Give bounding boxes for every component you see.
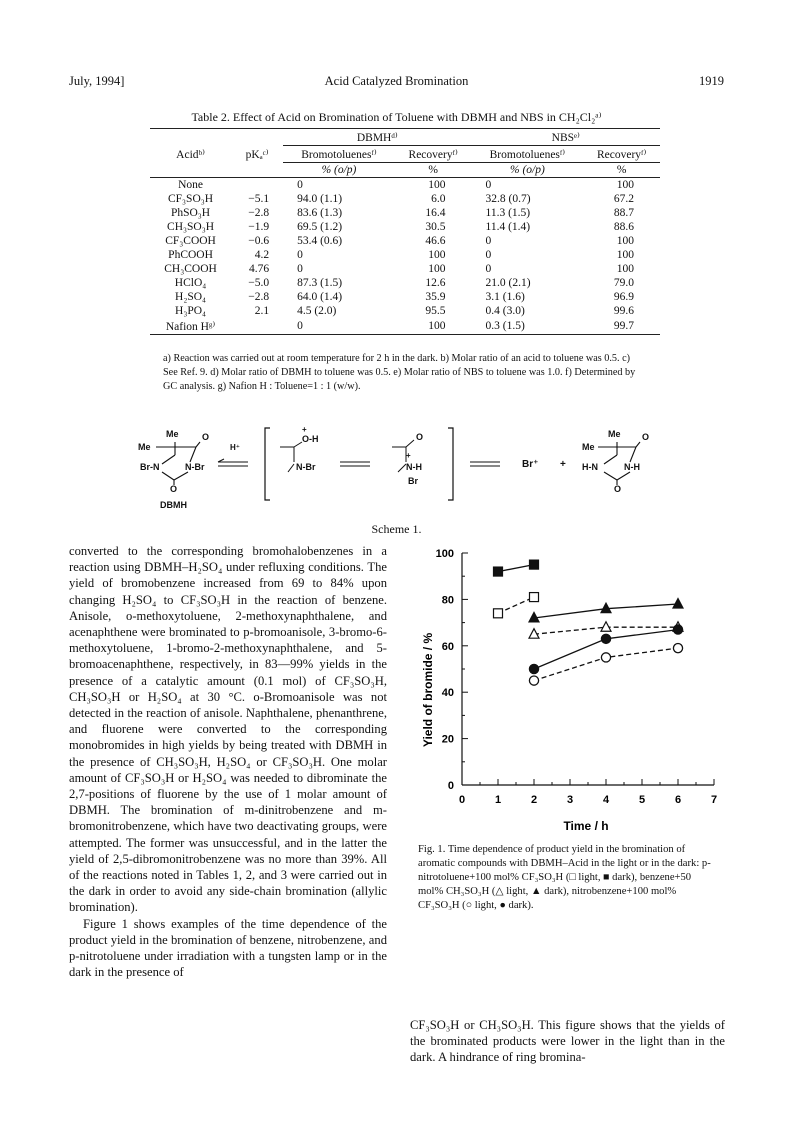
bromo-header-dbmh: Bromotoluenesᶠ⁾ bbox=[283, 146, 395, 163]
hn-label: H-N bbox=[582, 462, 598, 472]
table-cell: 83.6 (1.3) bbox=[297, 207, 343, 219]
table-cell bbox=[231, 178, 283, 193]
me-label-2: Me bbox=[138, 442, 151, 452]
table-row bbox=[150, 234, 660, 248]
table-cell: 4.2 bbox=[254, 249, 270, 261]
y-axis-label: Yield of bromide / % bbox=[421, 632, 435, 748]
bromo-header-nbs: Bromotoluenesᶠ⁾ bbox=[472, 146, 584, 163]
table-cell: 0 bbox=[297, 263, 303, 275]
dmh-structure bbox=[582, 429, 649, 494]
y-tick-label: 40 bbox=[441, 687, 454, 700]
table-row bbox=[150, 290, 660, 304]
table-cell: 32.8 (0.7) bbox=[485, 193, 531, 205]
table-cell: 96.9 bbox=[613, 291, 634, 303]
table-cell: 88.7 bbox=[613, 207, 634, 219]
o-label-5: O bbox=[614, 484, 622, 494]
table-row bbox=[150, 304, 660, 318]
series-line bbox=[498, 597, 534, 613]
o-label-3: O bbox=[416, 432, 424, 442]
dbmh-structure bbox=[138, 429, 209, 510]
data-point-triangle bbox=[673, 599, 683, 609]
o-label-4: O bbox=[642, 432, 650, 442]
data-point-circle bbox=[601, 653, 610, 662]
table-cell: None bbox=[178, 179, 203, 191]
table-cell: 100 bbox=[428, 179, 446, 191]
data-point-circle bbox=[529, 676, 538, 685]
x-tick-label: 1 bbox=[494, 794, 502, 806]
scheme-caption: Scheme 1. bbox=[371, 522, 422, 536]
data-point-square bbox=[494, 567, 503, 576]
table-cell: 0.4 (3.0) bbox=[485, 305, 525, 317]
oh-label: O-H bbox=[302, 434, 319, 444]
table-cell: Nafion Hᵍ⁾ bbox=[165, 321, 216, 333]
unit-bromo-dbmh: % (o/p) bbox=[321, 164, 357, 176]
table-cell: 95.5 bbox=[425, 305, 446, 317]
table-row bbox=[150, 248, 660, 262]
table-row bbox=[150, 276, 660, 290]
table-cell: 4.5 (2.0) bbox=[297, 305, 337, 317]
table-cell: 79.0 bbox=[613, 277, 634, 289]
table-cell: 11.3 (1.5) bbox=[485, 207, 531, 219]
table-cell: HClO₄ bbox=[174, 277, 207, 289]
acid-header: Acidᵇ⁾ bbox=[176, 149, 205, 161]
right-paragraph-1: CF₃SO₃H or CH₃SO₃H. This figure shows that the yields of the brominated products were lower in the light than in the dark. A hindrance of ring bromina- bbox=[410, 1018, 725, 1065]
table-cell: −5.1 bbox=[248, 193, 270, 205]
data-point-circle bbox=[529, 664, 538, 673]
me-label: Me bbox=[166, 429, 179, 439]
dbmh-label: DBMH bbox=[160, 500, 187, 510]
plus-small-2: + bbox=[406, 451, 411, 460]
y-tick-label: 20 bbox=[441, 733, 454, 746]
table-cell: CF₃COOH bbox=[165, 235, 216, 247]
series-line bbox=[498, 565, 534, 572]
br-plus-label: Br⁺ bbox=[522, 459, 539, 470]
y-tick-label: 60 bbox=[441, 640, 454, 653]
figure-caption: Fig. 1. Time dependence of product yield in the bromination of aromatic compounds with DBMH–Acid in the light or in the dark: p-nitrotoluene+100 mol% CF₃SO₃H (□ light, ■ dark), benzene+50 mol% CH₃SO₃H (△ light, ▲ dark), nitrobenzene+100 mol% CF₃SO₃H (○ light, ● dark). bbox=[418, 844, 711, 911]
unit-recovery-nbs: % bbox=[616, 164, 627, 176]
table-caption: Table 2. Effect of Acid on Bromination of Toluene with DBMH and NBS in CH₂Cl₂ᵃ⁾ bbox=[191, 110, 602, 124]
me-label-3: Me bbox=[608, 429, 621, 439]
y-tick-label: 80 bbox=[441, 594, 454, 607]
table-cell: 12.6 bbox=[425, 277, 446, 289]
n-br-label: N-Br bbox=[185, 462, 205, 472]
figure-1-chart bbox=[410, 545, 730, 835]
o-label-2: O bbox=[170, 484, 178, 494]
x-tick-label: 4 bbox=[602, 794, 610, 806]
o-label: O bbox=[202, 432, 210, 442]
table-cell: −1.9 bbox=[248, 221, 270, 233]
table-cell: 100 bbox=[428, 263, 446, 275]
table-row bbox=[150, 206, 660, 220]
table-cell: 3.1 (1.6) bbox=[485, 291, 525, 303]
data-point-square bbox=[494, 609, 503, 618]
dbmh-header: DBMHᵈ⁾ bbox=[283, 129, 471, 146]
table-cell: 100 bbox=[428, 320, 446, 332]
table-cell: −0.6 bbox=[248, 235, 270, 247]
data-point-circle bbox=[601, 634, 610, 643]
x-tick-label: 5 bbox=[638, 794, 646, 806]
table-cell: 0.3 (1.5) bbox=[485, 320, 525, 332]
data-point-circle bbox=[673, 625, 682, 634]
me-label-4: Me bbox=[582, 442, 595, 452]
table-cell: 100 bbox=[428, 249, 446, 261]
x-tick-label: 3 bbox=[566, 794, 574, 806]
table-cell: −5.0 bbox=[248, 277, 270, 289]
table-cell: CH₃COOH bbox=[164, 263, 217, 275]
br-n-label: Br-N bbox=[140, 462, 160, 472]
table-cell: 0 bbox=[297, 249, 303, 261]
pka-header: pKₐᶜ⁾ bbox=[245, 149, 269, 161]
table-cell: 67.2 bbox=[613, 193, 634, 205]
table-cell: 0 bbox=[485, 263, 492, 275]
data-point-triangle bbox=[601, 622, 611, 632]
table-cell: 99.6 bbox=[613, 305, 634, 317]
y-tick-label: 0 bbox=[447, 780, 454, 792]
h-plus-label: H⁺ bbox=[230, 443, 240, 452]
table-cell: 6.0 bbox=[431, 193, 446, 205]
table-cell: 99.7 bbox=[613, 320, 634, 332]
table-cell: PhSO₃H bbox=[170, 207, 211, 219]
table-cell: 64.0 (1.4) bbox=[297, 291, 343, 303]
table-cell: 100 bbox=[616, 235, 634, 247]
table-row bbox=[150, 262, 660, 276]
br-label: Br bbox=[408, 476, 419, 486]
plus-label: + bbox=[560, 459, 566, 470]
x-tick-label: 7 bbox=[710, 794, 718, 806]
left-column bbox=[69, 543, 387, 980]
table-cell: −2.8 bbox=[248, 207, 270, 219]
table-cell: 53.4 (0.6) bbox=[297, 235, 343, 247]
table-cell: H₂SO₄ bbox=[175, 291, 207, 303]
table-cell: 0 bbox=[297, 320, 303, 332]
table-cell: CF₃SO₃H bbox=[167, 193, 214, 205]
unit-recovery-dbmh: % bbox=[428, 164, 438, 176]
n-br-label-2: N-Br bbox=[296, 462, 316, 472]
table-cell: 0 bbox=[485, 179, 492, 191]
scheme-1 bbox=[130, 420, 670, 520]
table-cell: 4.76 bbox=[248, 263, 270, 275]
running-header-title: Acid Catalyzed Bromination bbox=[324, 74, 469, 88]
unit-bromo-nbs: % (o/p) bbox=[509, 164, 545, 176]
protonated-intermediate-2 bbox=[392, 432, 423, 486]
table-cell: 30.5 bbox=[425, 221, 446, 233]
table-cell bbox=[231, 318, 283, 335]
table-cell: CH₃SO₃H bbox=[167, 221, 215, 233]
table-cell: 0 bbox=[297, 179, 303, 191]
recovery-header-dbmh: Recoveryᶠ⁾ bbox=[395, 146, 472, 163]
table-cell: 46.6 bbox=[425, 235, 446, 247]
table-row bbox=[150, 318, 660, 335]
table-cell: H₃PO₄ bbox=[175, 305, 207, 317]
plus-small: + bbox=[302, 425, 307, 434]
table-cell: 16.4 bbox=[425, 207, 446, 219]
data-point-circle bbox=[673, 644, 682, 653]
table-row bbox=[150, 178, 660, 193]
y-tick-label: 100 bbox=[435, 548, 454, 560]
table-cell: 94.0 (1.1) bbox=[297, 193, 343, 205]
data-point-square bbox=[530, 560, 539, 569]
data-point-square bbox=[530, 593, 539, 602]
x-tick-label: 6 bbox=[674, 794, 682, 806]
protonated-intermediate-1 bbox=[280, 425, 319, 472]
table-cell: PhCOOH bbox=[168, 249, 213, 261]
table-cell: 11.4 (1.4) bbox=[485, 221, 531, 233]
table-row bbox=[150, 220, 660, 234]
table-cell: 2.1 bbox=[254, 305, 270, 317]
nh-label: N-H bbox=[406, 462, 422, 472]
paragraph-2: Figure 1 shows examples of the time dependence of the product yield in the bromination of benzene, nitrobenzene, and p-nitrotoluene under irradiation with a tungsten lamp or in the dark in the presence of bbox=[69, 916, 387, 980]
table-2 bbox=[150, 128, 660, 335]
x-axis-label: Time / h bbox=[563, 819, 609, 833]
table-cell: 100 bbox=[616, 179, 634, 191]
nh-label-2: N-H bbox=[624, 462, 640, 472]
right-column bbox=[410, 1017, 725, 1066]
table-cell: −2.8 bbox=[248, 291, 270, 303]
table-cell: 0 bbox=[485, 235, 492, 247]
paragraph-1: converted to the corresponding bromohalobenzenes in a reaction using DBMH–H₂SO₄ under refluxing conditions. The yield of bromobenzene increased from 69 to 84% upon changing H₂SO₄ to CF₃SO₃H in the reaction of benzene. Anisole, o-methoxytoluene, 2-methoxynaphthalene, and acenaphthene were brominated to p-bromoanisole, 3-bromo-6-methoxytoluene, 1-bromo-2-methoxynaphthalene, and 5-bromoacenaphthene, respectively, in 83—99% yields in the presence of a catalytic amount (0.1 mol) of CF₃SO₃H, CH₃SO₃H or H₂SO₄ at 30 °C. o-Bromoanisole was not detected in the reaction of anisole. Naphthalene, phenanthrene, and fluorene were converted to the corresponding monobromides in high yields by being treated with DBMH in the presence of CH₃SO₃H, H₂SO₄ or CF₃SO₃H. One molar amount of CF₃SO₃H or H₂SO₄ was needed to dibrominate the 2,7-positions of fluorene by the use of 1 molar amount of DBMH. The bromination of m-dinitrobenzene and m-bromonitrobenzene, which have two deactivating groups, were attempted. The former was unsuccessful, and in the latter the yield of 2,5-dibromonitrobenzene was no more than 39%. All of the reactions noted in Tables 1, 2, and 3 were carried out in the dark in order to avoid any side-chain bromination (allylic bromination). bbox=[69, 544, 387, 915]
x-tick-label: 0 bbox=[458, 794, 466, 806]
table-cell: 35.9 bbox=[425, 291, 446, 303]
table-cell: 100 bbox=[616, 249, 634, 261]
table-cell: 87.3 (1.5) bbox=[297, 277, 343, 289]
table-row bbox=[150, 192, 660, 206]
table-notes: a) Reaction was carried out at room temperature for 2 h in the dark. b) Molar ratio of an acid to toluene was 0.5. c) See Ref. 9. d) Molar ratio of DBMH to toluene was 0.5. e) Molar ratio of NBS to toluene was 1.0. f) Determined by GC analysis. g) Nafion H : Toluene=1 : 1 (w/w). bbox=[163, 353, 636, 392]
x-tick-label: 2 bbox=[530, 794, 538, 806]
page-number: 1919 bbox=[699, 74, 724, 88]
table-cell: 0 bbox=[485, 249, 492, 261]
running-header-date: July, 1994] bbox=[69, 74, 125, 88]
table-cell: 21.0 (2.1) bbox=[485, 277, 531, 289]
table-cell: 100 bbox=[616, 263, 634, 275]
nbs-header: NBSᵉ⁾ bbox=[472, 129, 660, 146]
recovery-header-nbs: Recoveryᶠ⁾ bbox=[583, 146, 660, 163]
table-cell: 69.5 (1.2) bbox=[297, 221, 343, 233]
table-cell: 88.6 bbox=[613, 221, 634, 233]
